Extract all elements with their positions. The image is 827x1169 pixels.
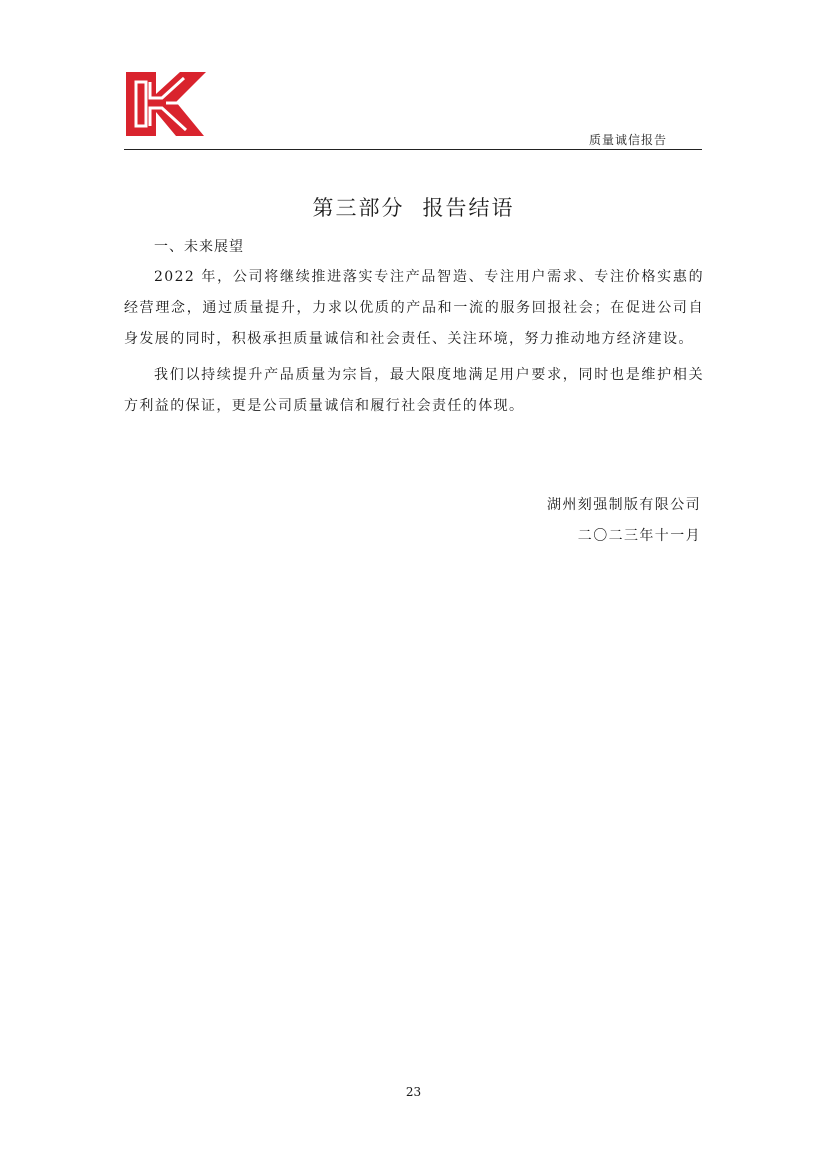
signature-date: 二〇二三年十一月	[577, 528, 701, 544]
subheading: 一、未来展望	[154, 239, 244, 255]
section-part: 第三部分	[312, 196, 405, 220]
header-title: 质量诚信报告	[588, 133, 667, 147]
signature-company: 湖州刻强制版有限公司	[547, 497, 701, 513]
section-title	[0, 192, 827, 222]
kq-logo-icon	[126, 68, 206, 140]
page-number: 23	[405, 1085, 422, 1099]
paragraph: 我们以持续提升产品质量为宗旨，最大限度地满足用户要求，同时也是维护相关方利益的保证，更是公司质量诚信和履行社会责任的体现。	[124, 367, 704, 414]
section-name: 报告结语	[422, 196, 515, 220]
paragraph: 2022 年，公司将继续推进落实专注产品智造、专注用户需求、专注价格实惠的经营理念，通过质量提升，力求以优质的产品和一流的服务回报社会；在促进公司自身发展的同时，积极承担质量诚信和社会责任、关注环境，努力推动地方经济建设。	[124, 269, 704, 347]
header-divider	[124, 149, 702, 150]
